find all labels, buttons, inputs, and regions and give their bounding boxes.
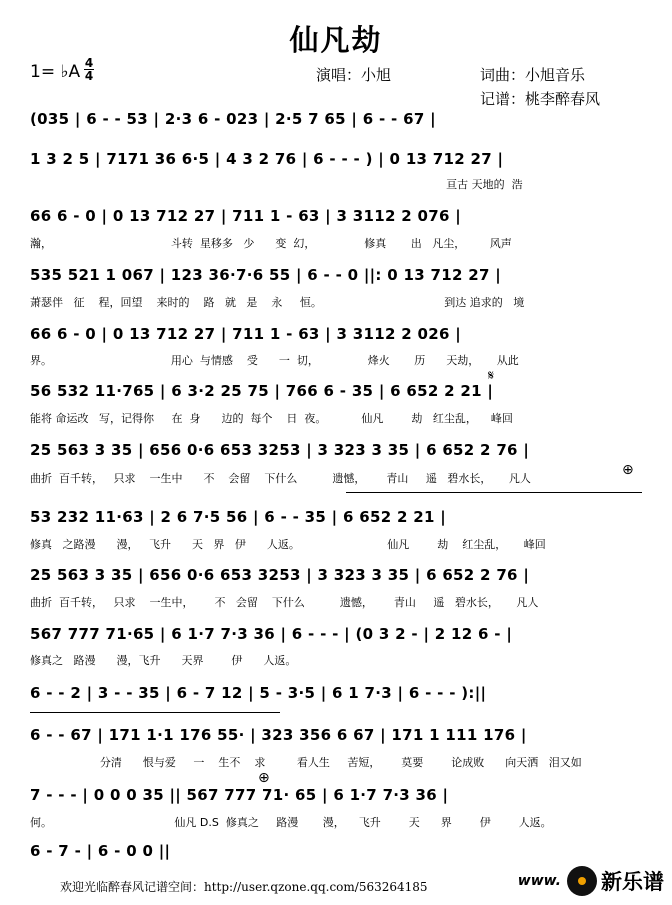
notation-row-9: 25 563 3 35 | 656 0·6 653 3253 | 3 323 3 35 | 6 652 2 76 | — [30, 566, 530, 584]
notation-row-8: 53 232 11·63 | 2 6 7·5 56 | 6 - - 35 | 6 652 2 21 | — [30, 508, 446, 526]
lyric-row-12: 分清 恨与爱 一 生不 求 看人生 苦短， 莫要 论成败 向天洒 泪又如 — [30, 756, 582, 769]
lyric-row-8: 修真 之路漫 漫， 飞升 天 界 伊 人返。 仙凡 劫 红尘乱， 峰回 — [30, 538, 546, 551]
notation-row-6: 56 532 11·765 | 6 3·2 25 75 | 766 6 - 35 | 6 652 2 21 | — [30, 382, 494, 400]
notation-row-13: 7 - - - | 0 0 0 35 || 567 777 71· 65 | 6 1·7 7·3 36 | — [30, 786, 449, 804]
notation-row-5: 66 6 - 0 | 0 13 712 27 | 711 1 - 63 | 3 3112 2 026 | — [30, 325, 461, 343]
lyric-row-6: 能将 命运改 写，记得你 在 身 边的 每个 日 夜。 仙凡 劫 红尘乱， 峰回 — [30, 412, 513, 425]
key-signature: 1= ♭A — [30, 62, 81, 82]
volta-bracket-2 — [30, 712, 280, 713]
lyric-row-10: 修真之 路漫 漫，飞升 天界 伊 人返。 — [30, 654, 297, 667]
scribe-credit: 记谱：桃李醉春风 — [480, 90, 601, 108]
notation-row-7: 25 563 3 35 | 656 0·6 653 3253 | 3 323 3 35 | 6 652 2 76 | — [30, 441, 530, 459]
time-signature — [84, 57, 94, 82]
logo-text: 新乐谱 — [601, 870, 664, 894]
record-disc-icon — [567, 866, 597, 896]
song-title: 仙凡劫 — [289, 23, 383, 57]
lyric-row-3: 瀚， 斗转 星移多 少 变 幻， 修真 出 凡尘， 风声 — [30, 237, 512, 250]
notation-row-12: 6 - - 67 | 171 1·1 176 55· | 323 356 6 67 | 171 1 111 176 | — [30, 726, 527, 744]
notation-row-14: 6 - 7 - | 6 - 0 0 || — [30, 842, 171, 860]
lyric-row-9: 曲折 百千转， 只求 一生中， 不 会留 下什么 遗憾， 青山 遥 碧水长， 凡人 — [30, 596, 539, 609]
composer-credit: 词曲：小旭音乐 — [480, 66, 586, 84]
notation-row-4: 535 521 1 067 | 123 36·7·6 55 | 6 - - 0 ||: 0 13 712 27 | — [30, 266, 502, 284]
logo-prefix: www. — [517, 873, 561, 889]
singer-credit: 演唱：小旭 — [316, 66, 392, 84]
segno-icon: 𝄋 — [488, 368, 495, 384]
lyric-row-2: 亘古 天地的 浩 — [30, 178, 523, 191]
lyric-row-13: 何。 仙凡 D.S 修真之 路漫 漫， 飞升 天 界 伊 人返。 — [30, 816, 552, 829]
site-logo — [518, 866, 664, 896]
notation-row-2: 1 3 2 5 | 7171 36 6·5 | 4 3 2 76 | 6 - - - ) | 0 13 712 27 | — [30, 150, 504, 168]
notation-row-3: 66 6 - 0 | 0 13 712 27 | 711 1 - 63 | 3 3112 2 076 | — [30, 207, 461, 225]
coda-icon: ⊕ — [622, 462, 634, 478]
notation-row-11: 6 - - 2 | 3 - - 35 | 6 - 7 12 | 5 - 3·5 | 6 1 7·3 | 6 - - - ):|| — [30, 684, 487, 702]
volta-bracket-1 — [346, 492, 642, 493]
lyric-row-7: 曲折 百千转， 只求 一生中 不 会留 下什么 遗憾， 青山 遥 碧水长， 凡人 — [30, 472, 531, 485]
notation-row-10: 567 777 71·65 | 6 1·7 7·3 36 | 6 - - - | (0 3 2 - | 2 12 6 - | — [30, 625, 513, 643]
coda-jump-icon: ⊕ — [258, 770, 270, 786]
lyric-row-4: 萧瑟伴 征 程，回望 来时的 路 就 是 永 恒。 到达 追求的 境 — [30, 296, 525, 309]
lyric-row-5: 界。 用心 与情感 受 一 切， 烽火 历 天劫， 从此 — [30, 354, 519, 367]
time-signature-bottom: 4 — [84, 69, 94, 83]
footer-text: 欢迎光临醉春风记谱空间：http://user.qzone.qq.com/563264185 — [60, 880, 428, 894]
time-signature-top: 4 — [84, 56, 94, 70]
notation-row-1: (035 | 6 - - 53 | 2·3 6 - 023 | 2·5 7 65 | 6 - - 67 | — [30, 110, 436, 128]
